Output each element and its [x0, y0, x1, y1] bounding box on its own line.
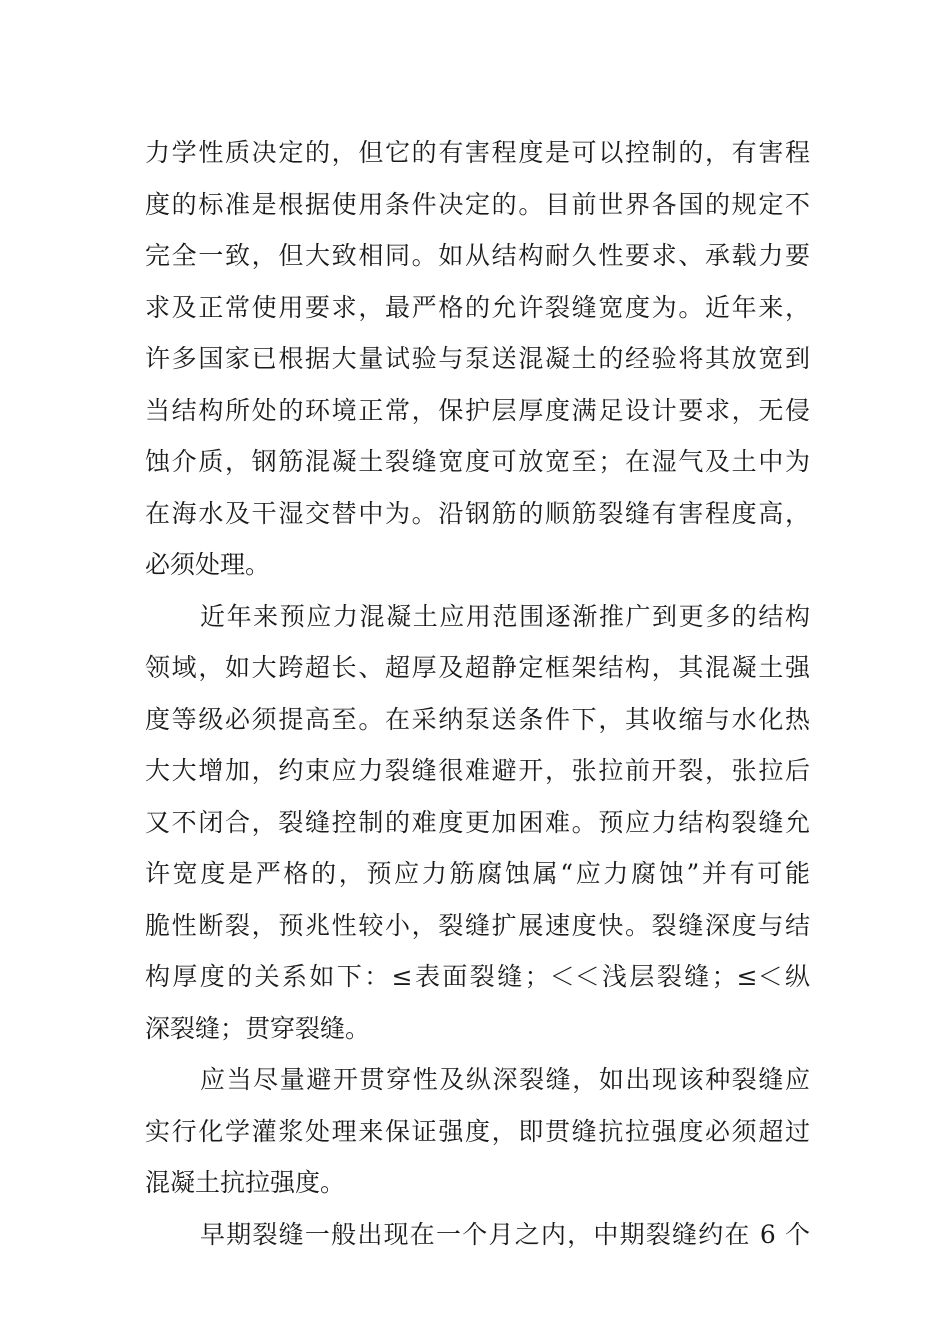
text-line: 深裂缝；贯穿裂缝。 — [145, 1013, 371, 1043]
text-line: 许多国家已根据大量试验与泵送混凝土的经验将其放宽到 — [145, 344, 810, 373]
text-line: 度的标准是根据使用条件决定的。目前世界各国的规定不 — [145, 189, 810, 219]
text-line: 又不闭合，裂缝控制的难度更加困难。预应力结构裂缝允 — [145, 807, 810, 837]
text-line: 早期裂缝一般出现在一个月之内，中期裂缝约在 6 个 — [200, 1219, 810, 1249]
text-line: 大大增加，约束应力裂缝很难避开，张拉前开裂，张拉后 — [145, 756, 810, 785]
text-line: 在海水及干湿交替中为。沿钢筋的顺筋裂缝有害程度高， — [145, 498, 810, 528]
paragraph-1 — [145, 127, 810, 591]
text-line: 完全一致，但大致相同。如从结构耐久性要求、承载力要 — [145, 241, 810, 270]
text-line: 度等级必须提高至。在采纳泵送条件下，其收缩与水化热 — [145, 704, 810, 734]
paragraph-4 — [145, 1209, 810, 1261]
text-line: 领域，如大跨超长、超厚及超静定框架结构，其混凝土强 — [145, 653, 810, 682]
text-line: 求及正常使用要求，最严格的允许裂缝宽度为。近年来， — [145, 292, 810, 322]
text-line: 应当尽量避开贯穿性及纵深裂缝，如出现该种裂缝应 — [200, 1065, 810, 1094]
text-line: 许宽度是严格的，预应力筋腐蚀属“应力腐蚀”并有可能 — [145, 859, 810, 888]
text-line: 实行化学灌浆处理来保证强度，即贯缝抗拉强度必须超过 — [145, 1116, 810, 1146]
text-line: 力学性质决定的，但它的有害程度是可以控制的，有害程 — [145, 138, 810, 167]
text-line: 构厚度的关系如下：≤表面裂缝；＜＜浅层裂缝；≤＜纵 — [145, 962, 810, 991]
paragraph-2 — [145, 591, 810, 1055]
text-line: 脆性断裂，预兆性较小，裂缝扩展速度快。裂缝深度与结 — [145, 910, 810, 940]
text-line: 蚀介质，钢筋混凝土裂缝宽度可放宽至；在湿气及土中为 — [145, 447, 810, 476]
text-line: 近年来预应力混凝土应用范围逐渐推广到更多的结构 — [200, 601, 810, 631]
text-line: 当结构所处的环境正常，保护层厚度满足设计要求，无侵 — [145, 395, 810, 425]
text-line: 必须处理。 — [145, 550, 271, 579]
text-line: 混凝土抗拉强度。 — [145, 1168, 346, 1197]
body-text — [145, 127, 810, 1260]
paragraph-3 — [145, 1054, 810, 1209]
